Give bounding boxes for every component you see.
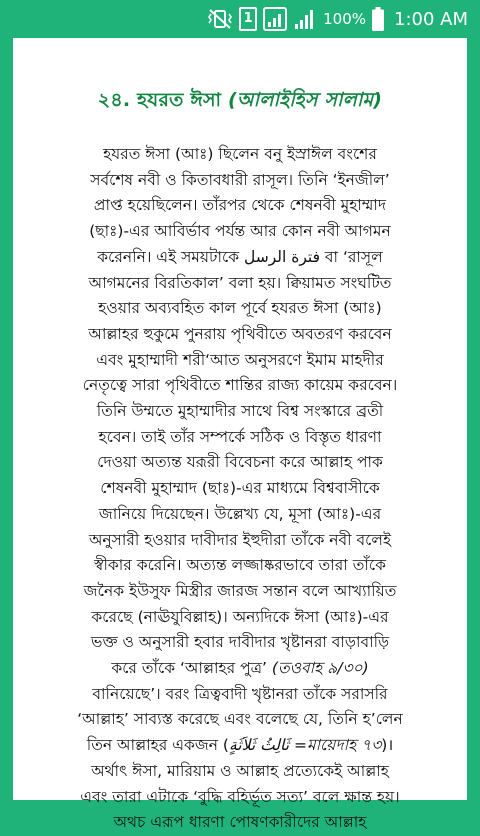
body-line: তিনি উম্মতে মুহাম্মাদীর সাথে বিশ্ব সংস্কারে ব্রতী — [96, 402, 384, 421]
body-line: বানিয়েছে’। বরং ত্রিত্ববাদী খৃষ্টানরা তাঁকে সরাসরি — [92, 684, 388, 703]
battery-percent: 100% — [323, 10, 366, 28]
body-line: হবেন। তাই তাঁর সম্পর্কে সঠিক ও বিস্তৃত ধারণা — [98, 427, 382, 446]
body-line: অনুসারী হওয়ার দাবীদার ইহুদীরা তাঁকে নবী বলেই — [88, 530, 392, 549]
body-line: আল্লাহর হুকুমে পুনরায় পৃথিবীতে অবতরণ করবেন — [88, 324, 392, 343]
body-line: এবং তারা এটাকে ‘বুদ্ধি বহির্ভূত সত্য’ বলে ক্ষান্ত হয়। — [80, 787, 400, 806]
body-line: সর্বশেষ নবী ও কিতাবধারী রাসূল। তিনি ‘ইনজীল’ — [90, 170, 390, 189]
battery-icon — [372, 7, 384, 31]
body-line: ভক্ত ও অনুসারী হবার দাবীদার খৃষ্টানরা বাড়াবাড়ি — [90, 633, 390, 652]
body-line: (ছাঃ)-এর আবির্ভাব পর্যন্ত আর কোন নবী আগমন — [89, 222, 391, 241]
clock: 1:00 AM — [394, 8, 468, 30]
body-line: আগমনের বিরতিকাল’ বলা হয়। ক্বিয়ামত সংঘটিত — [88, 273, 392, 292]
signal-icon — [263, 7, 287, 31]
article-body — [27, 142, 453, 836]
content-card — [13, 38, 467, 832]
body-line: প্রাপ্ত হয়েছিলেন। তাঁরপর থেকে শেষনবী মুহাম্মাদ — [93, 196, 387, 215]
body-line: জানিয়ে দিয়েছেন। উল্লেখ্য যে, মূসা (আঃ)-এর — [98, 504, 382, 523]
body-line — [27, 733, 453, 759]
body-line: জনৈক ইউসুফ মিস্ত্রীর জারজ সন্তান বলে আখ্যায়িত — [83, 581, 397, 600]
body-line: শেষনবী মুহাম্মাদ (ছাঃ)-এর মাধ্যমে বিশ্ববাসীকে — [100, 479, 380, 498]
body-line: হওয়ার অব্যবহিত কাল পূর্বে হযরত ঈসা (আঃ) — [98, 299, 382, 318]
body-line — [27, 656, 453, 682]
body-line: অর্থাৎ ঈসা, মারিয়াম ও আল্লাহ প্রত্যেকেই আল্লাহ — [91, 761, 389, 780]
body-line-text: তিন আল্লাহর একজন ( — [86, 736, 229, 755]
sim-card-icon: 1 — [239, 7, 257, 31]
chapter-title-paren: (আলাইহিস সালাম) — [228, 89, 383, 111]
status-bar — [0, 0, 480, 38]
chapter-title — [13, 86, 467, 118]
body-line: করেননি। এই সময়টাকে فترة الرسل বা ‘রাসূল — [97, 247, 383, 266]
body-line: করেছে (নাঊযুবিল্লাহ)। অন্যদিকে ঈসা (আঃ)-এর — [91, 607, 389, 626]
mute-vibrate-icon — [207, 8, 233, 30]
body-line: হযরত ঈসা (আঃ) ছিলেন বনু ইস্রাঈল বংশের — [103, 145, 377, 163]
body-line-text: করে তাঁকে ‘আল্লাহর পুত্র’ — [111, 659, 272, 678]
chapter-title-main: ২৪. হযরত ঈসা — [97, 89, 229, 111]
reference-close: )। — [381, 736, 394, 755]
body-line: স্বীকার করেনি। অত্যন্ত লজ্জাষ্করভাবে তারা তাঁকে — [94, 556, 386, 575]
body-line: অথচ এরূপ ধারণা পোষণকারীদের আল্লাহ — [113, 813, 367, 832]
body-line: নেতৃত্বে সারা পৃথিবীতে শান্তির রাজ্য কায়েম করবেন। — [82, 376, 398, 395]
reference-tawbah: (তওবাহ ৯/৩০) — [271, 659, 369, 678]
reference-maidah: ثَالِثُ ثَلاَثَةٍ =মায়েদাহ ৭৩ — [228, 736, 382, 755]
body-line: দেওয়া অত্যন্ত যরূরী বিবেচনা করে আল্লাহ পাক — [97, 453, 383, 472]
body-line: ‘আল্লাহ’ সাব্যস্ত করেছে এবং বলেছে যে, তিনি হ’লেন — [77, 710, 403, 729]
signal-icon — [293, 8, 315, 30]
body-line: এবং মুহাম্মাদী শরী‘আত অনুসরণে ইমাম মাহদীর — [96, 350, 384, 369]
